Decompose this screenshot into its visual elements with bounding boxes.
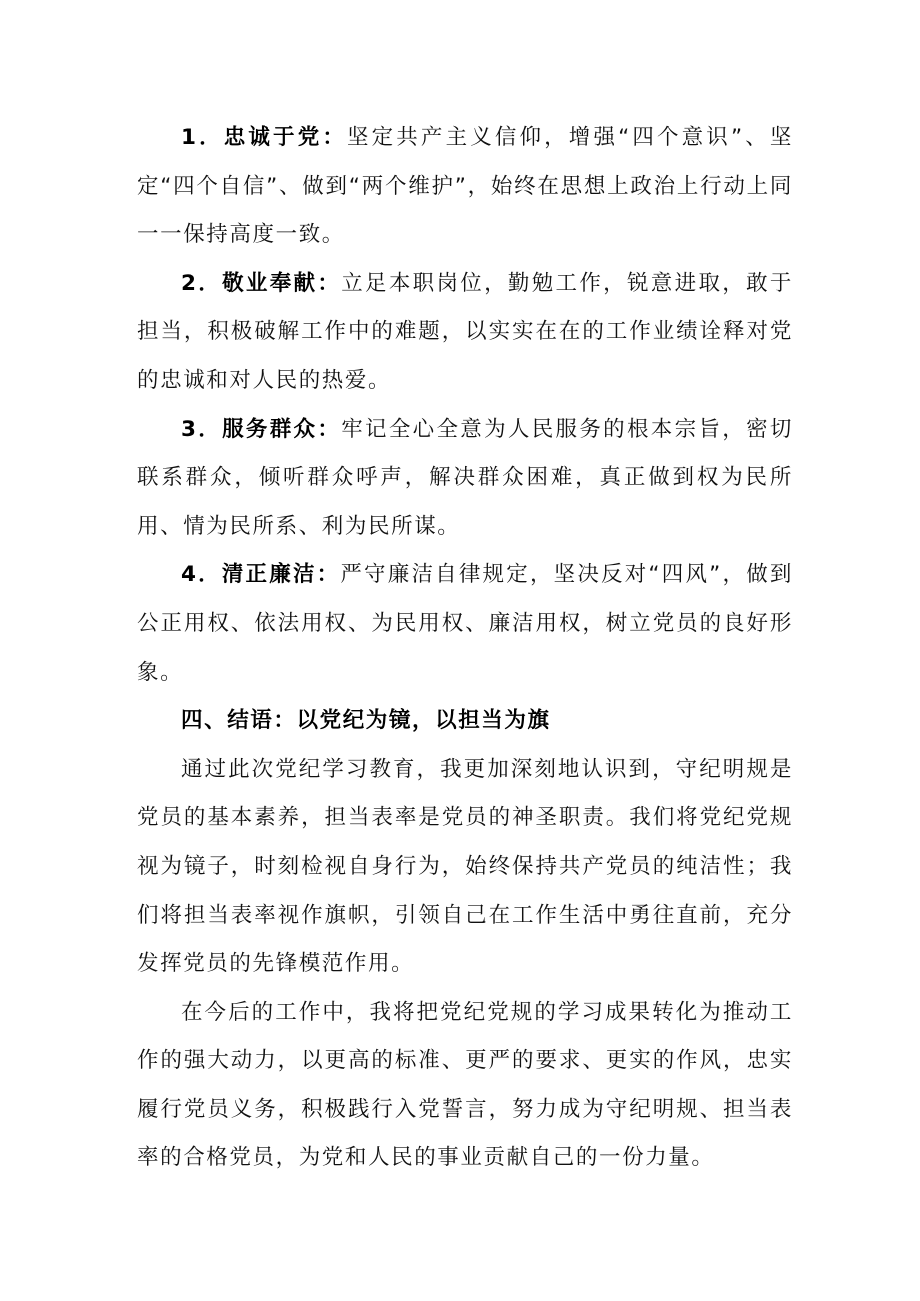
item-lead: 1．忠诚于党： — [181, 125, 347, 150]
list-item-loyalty — [137, 114, 793, 260]
item-text: 坚定共产主义信仰，增强“四个意识”、坚定“四个自信”、做到“两个维护”，始终在思想上政治上行动上同一一保持高度一致。 — [137, 125, 793, 248]
item-text: 立足本职岗位，勤勉工作，锐意进取，敢于担当，积极破解工作中的难题，以实实在在的工作业绩诠释对党的忠诚和对人民的热爱。 — [137, 270, 793, 393]
section-heading: 四、结语：以党纪为镜，以担当为旗 — [181, 708, 551, 734]
item-lead: 2．敬业奉献： — [181, 270, 342, 296]
item-text: 牢记全心全意为人民服务的根本宗旨，密切联系群众，倾听群众呼声，解决群众困难，真正做到权为民所用、情为民所系、利为民所谋。 — [137, 416, 793, 539]
item-lead: 3．服务群众： — [181, 416, 342, 442]
document-page — [137, 114, 793, 1183]
list-item-serve-people — [137, 406, 793, 552]
list-item-dedication — [137, 260, 793, 406]
item-text: 严守廉洁自律规定，坚决反对“四风”，做到公正用权、依法用权、为民用权、廉洁用权，树立党员的良好形象。 — [137, 562, 793, 685]
conclusion-paragraph-2: 在今后的工作中，我将把党纪党规的学习成果转化为推动工作的强大动力，以更高的标准、更严的要求、更实的作风，忠实履行党员义务，积极践行入党誓言，努力成为守纪明规、担当表率的合格党员，为党和人民的事业贡献自己的一份力量。 — [137, 999, 793, 1171]
conclusion-paragraph-1: 通过此次党纪学习教育，我更加深刻地认识到，守纪明规是党员的基本素养，担当表率是党员的神圣职责。我们将党纪党规视为镜子，时刻检视自身行为，始终保持共产党员的纯洁性；我们将担当表率视作旗帜，引领自己在工作生活中勇往直前，充分发挥党员的先锋模范作用。 — [137, 756, 793, 977]
list-item-integrity — [137, 551, 793, 697]
item-lead: 4．清正廉洁： — [181, 562, 341, 588]
